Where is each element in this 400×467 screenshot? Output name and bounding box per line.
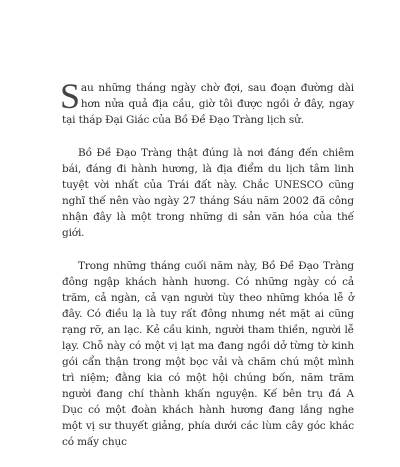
paragraph-3: Trong những tháng cuối năm này, Bồ Đề Đạo Tràng đông ngập khách hành hương. Có những ngày có cả trăm, cả ngàn, cả vạn người tùy theo những khóa lễ ở đây. Có điều lạ là tuy rất đông nhưng nét mặt ai cũng rạng rỡ, an lạc. Kẻ cầu kinh, người tham thiền, người lễ lạy. Chỗ này có một vị lạt ma đang ngồi dở từng tờ kinh gói cẩn thận trong một bọc vải và chăm chú một mình trì niệm; đằng kia có một hội chúng bốn, năm trăm người đang chí thành khấn nguyện. Kế bên trụ đá A Dục có một đoàn khách hành hương đang lắng nghe một vị sư thuyết giảng, phía dưới các lùm cây góc khác có mấy chục: [62, 260, 354, 448]
paragraph-1: [60, 76, 354, 128]
paragraph-2: Bồ Đề Đạo Tràng thật đúng là nơi đáng đến chiêm bái, đáng đi hành hương, là địa điểm du lịch tâm linh tuyệt vời nhất của Trái đất này. Chắc UNESCO cũng nghĩ thế nên vào ngày 27 tháng Sáu năm 2002 đã công nhận đây là một trong những di sản văn hóa của thế giới.: [62, 147, 354, 239]
paragraph-1-text: au những tháng ngày chờ đợi, sau đoạn đường dài hơn nửa quả địa cầu, giờ tôi được ngồi ở đây, ngay tại tháp Đại Giác của Bồ Đề Đạo Tràng lịch sử.: [62, 82, 354, 126]
body-text: [60, 76, 354, 467]
drop-cap-letter: S: [60, 76, 80, 116]
